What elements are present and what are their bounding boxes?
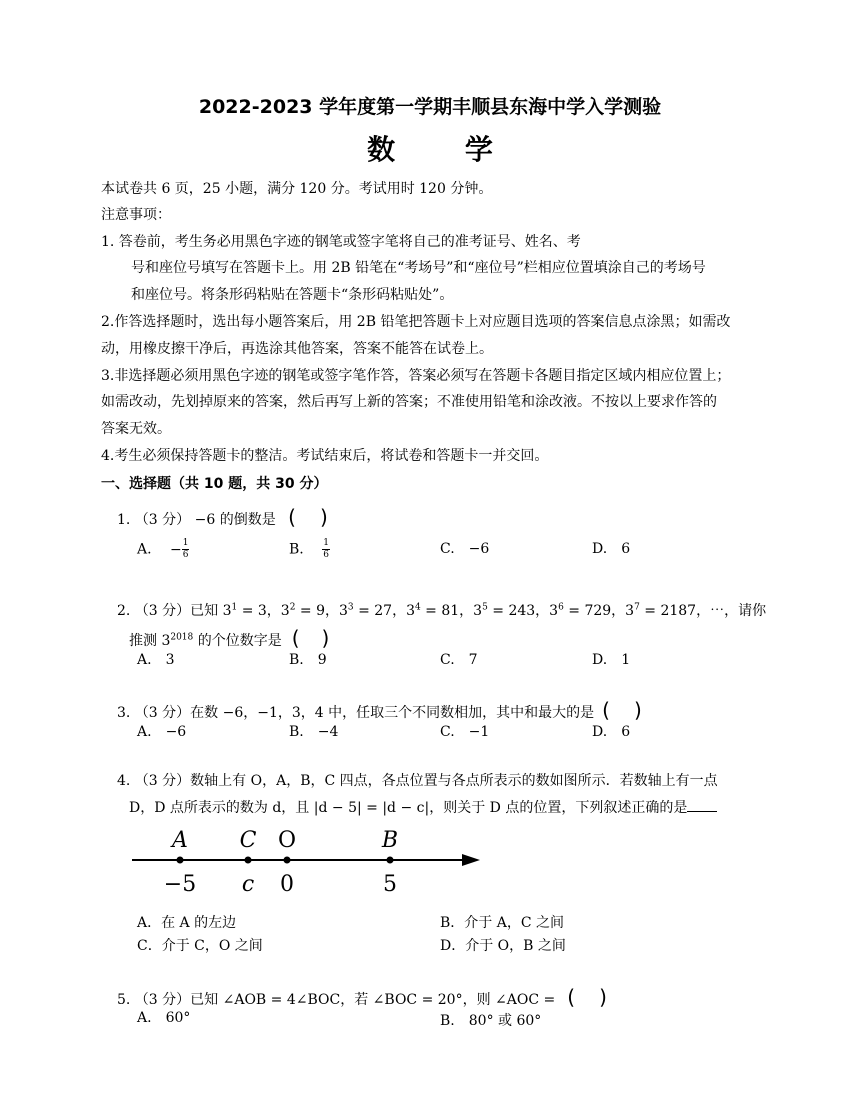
answer-paren-close: ) [599, 985, 607, 1009]
point-O-label: O [277, 828, 297, 853]
notice-3-line-3: 答案无效。 [101, 421, 171, 437]
point-O-dot [284, 857, 291, 864]
subject-title: 数 学 [367, 133, 523, 166]
q2-option-d[interactable]: D. 1 [592, 652, 631, 668]
option-value: −6 [468, 541, 490, 557]
answer-paren-close: ) [633, 698, 642, 722]
q2-option-a[interactable]: A. 3 [137, 652, 175, 668]
q2-option-b[interactable]: B. 9 [289, 652, 327, 668]
option-label: D. [592, 541, 608, 557]
notice-2-line-2: 动，用橡皮擦干净后，再选涂其他答案，答案不能答在试卷上。 [101, 341, 493, 357]
q3-option-b[interactable]: B. −4 [289, 724, 339, 740]
option-value: 6 [621, 541, 631, 557]
notice-3-line-1: 3.非选择题必须用黑色字迹的钢笔或签字笔作答，答案必须写在答题卡各题目指定区域内相应位置上； [101, 368, 731, 384]
q3-option-c[interactable]: C. −1 [440, 724, 490, 740]
notice-1-line-1: 1. 答卷前，考生务必用黑色字迹的钢笔或签字笔将自己的准考证号、姓名、考 [101, 234, 581, 250]
fraction: $\frac{1}{6}$ [182, 538, 189, 560]
notice-title: 注意事项： [101, 207, 171, 223]
point-C-label: C [239, 828, 257, 853]
q4-option-d[interactable]: D．介于 O，B 之间 [440, 938, 566, 954]
point-B-label: B [381, 828, 399, 853]
exam-title: 2022-2023 学年度第一学期丰顺县东海中学入学测验 [198, 96, 662, 118]
point-C-dot [245, 857, 252, 864]
point-C-value: c [241, 872, 255, 897]
notice-2-line-1: 2.作答选择题时，选出每小题答案后，用 2B 铅笔把答题卡上对应题目选项的答案信息点涂黑；如需改 [101, 314, 731, 330]
point-A-dot [177, 857, 184, 864]
q1-option-a[interactable] [137, 538, 189, 561]
answer-paren-close: ) [319, 505, 328, 529]
arrow-head-icon [462, 854, 480, 866]
fraction: $\frac{1}{6}$ [323, 538, 329, 560]
answer-blank[interactable] [687, 799, 717, 812]
answer-paren-close: ) [321, 626, 330, 650]
q5-option-a[interactable]: A. 60° [137, 1010, 191, 1026]
q3-option-a[interactable]: A. −6 [137, 724, 187, 740]
question-1-text: 1. （3 分） −6 的倒数是 [117, 512, 276, 528]
q4-option-b[interactable]: B．介于 A，C 之间 [440, 915, 565, 931]
notice-1-line-2: 号和座位号填写在答题卡上。用 2B 铅笔在“考场号”和“座位号”栏相应位置填涂自己的考场号 [131, 260, 706, 276]
q2-option-c[interactable]: C. 7 [440, 652, 478, 668]
q1-option-c[interactable] [440, 541, 489, 557]
q1-option-d[interactable] [592, 541, 630, 557]
option-label: B. [289, 541, 304, 558]
answer-paren-open: ( [291, 626, 300, 650]
number-line-figure [120, 825, 490, 900]
notice-3-line-2: 如需改动，先划掉原来的答案，然后再写上新的答案；不准使用铅笔和涂改液。不按以上要求作答的 [101, 394, 717, 410]
option-label: A. [137, 541, 152, 558]
point-O-value: 0 [280, 872, 294, 897]
question-4-stem: 4. （3 分）数轴上有 O，A，B，C 四点，各点位置与各点所表示的数如图所示．若数轴上有一点 [117, 773, 718, 789]
question-1-stem [117, 505, 328, 529]
answer-paren-open: ( [288, 505, 296, 529]
notice-4: 4.考生必须保持答题卡的整洁。考试结束后，将试卷和答题卡一并交回。 [101, 448, 549, 464]
question-4-stem-line-2: D，D 点所表示的数为 d，且 |d − 5| = |d − c|，则关于 D 点的位置，下列叙述正确的是 [129, 797, 717, 817]
q3-option-d[interactable]: D. 6 [592, 724, 631, 740]
option-sign: − [170, 541, 182, 558]
point-A-value: −5 [163, 872, 197, 897]
point-B-dot [387, 857, 394, 864]
question-5-stem: 5. （3 分）已知 ∠AOB = 4∠BOC，若 ∠BOC = 20°，则 ∠AOC = ( ) [117, 985, 607, 1009]
point-B-value: 5 [383, 872, 397, 897]
notice-1-line-3: 和座位号。将条形码粘贴在答题卡“条形码粘贴处”。 [131, 287, 454, 303]
question-2-stem: 2. （3 分）已知 $3^1 = 3$，$3^2 = 9$，$3^3 = 27$，$3^4 = 81$，$3^5 = 243$，$3^6 = 729$，$3^7 = 2187$，⋯，请你 [117, 602, 767, 619]
q4-option-c[interactable]: C．介于 C，O 之间 [137, 938, 263, 954]
question-3-stem: 3. （3 分）在数 −6，−1，3，4 中，任取三个不同数相加，其中和最大的是 ( ) [117, 698, 642, 722]
answer-paren-open: ( [602, 698, 610, 722]
exam-info: 本试卷共 6 页，25 小题，满分 120 分。考试用时 120 分钟。 [101, 181, 493, 197]
question-2-stem-line-2: 推测 $3^{2018}$ 的个位数字是 ( ) [129, 626, 330, 650]
q4-option-a[interactable]: A．在 A 的左边 [137, 915, 237, 931]
option-label: C. [440, 541, 455, 557]
q5-option-b[interactable]: B. 80° 或 60° [440, 1013, 542, 1029]
point-A-label: A [172, 828, 188, 853]
q1-option-b[interactable] [289, 538, 330, 561]
section-title: 一、选择题（共 10 题，共 30 分） [101, 476, 328, 492]
answer-paren-open: ( [567, 985, 576, 1009]
